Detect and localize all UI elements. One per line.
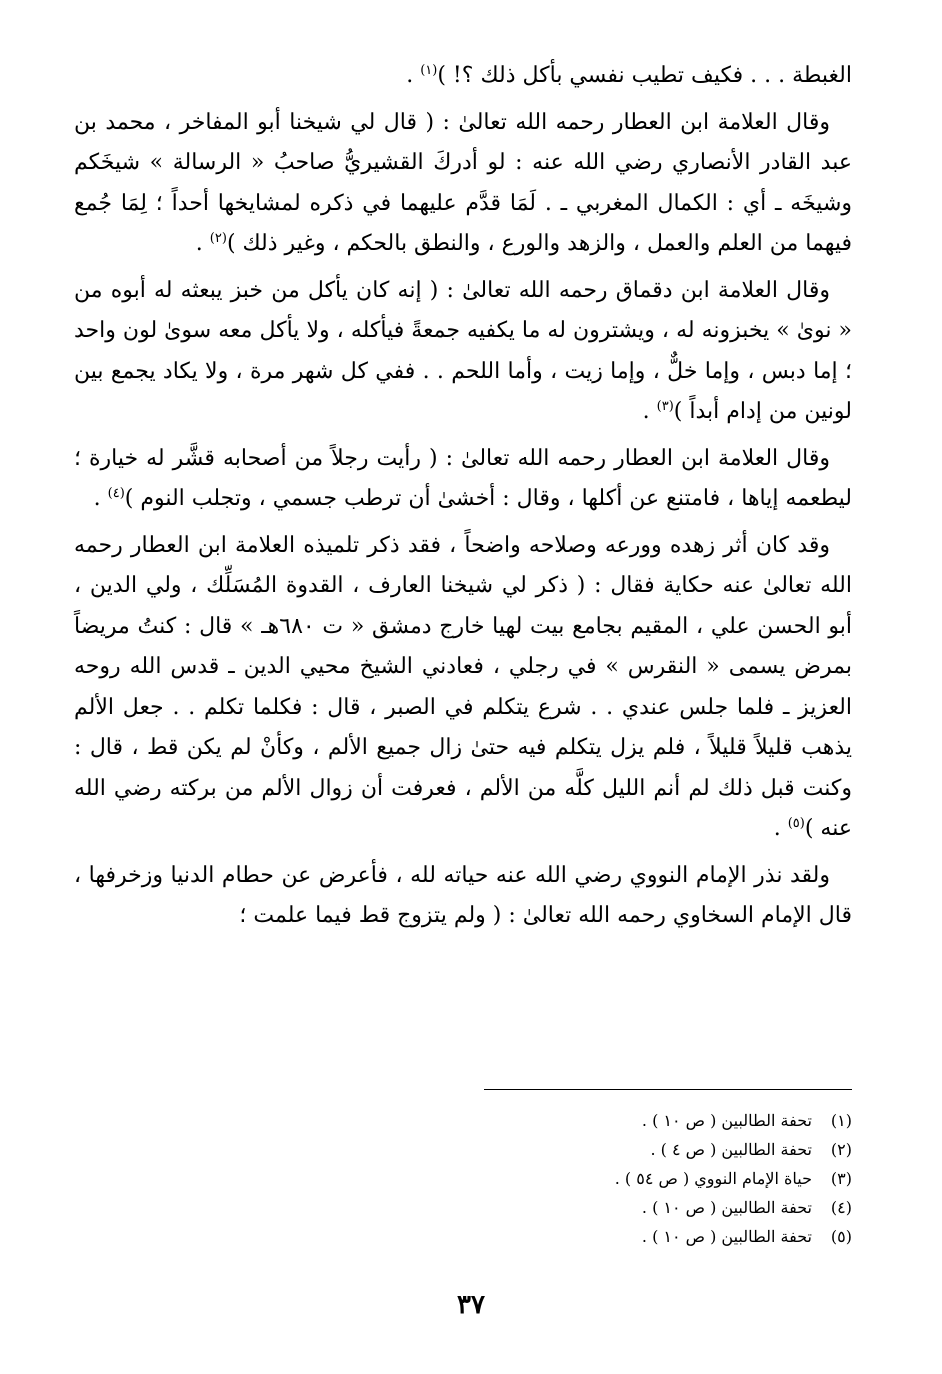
footnote-number: (٣) [830,1169,852,1188]
footnote-item [480,1222,852,1251]
footnotes [480,1106,852,1251]
paragraph-4 [74,439,852,520]
footnote-ref: (٤) [107,486,125,501]
footnote-number: (٥) [830,1227,852,1246]
paragraph-end: . [195,231,210,256]
paragraph-end: . [773,816,788,841]
paragraph-text: ولقد نذر الإمام النووي رضي الله عنه حياته لله ، فأعرض عن حطام الدنيا وزخرفها ، قال الإمام السخاوي رحمه الله تعالىٰ : ( ولم يتزوج قط فيما علمت ؛ [74,862,852,928]
paragraph-text: وقال العلامة ابن دقماق رحمه الله تعالىٰ : ( إنه كان يأكل من خبز يبعثه له أبوه من « نوىٰ » يخبزونه له ، ويشترون له ما يكفيه جمعةً فيأكله ، ولا يأكل معه سوىٰ لون واحد ؛ إما دبس ، وإما خلٌّ ، وإما زيت ، وأما اللحم . . ففي كل شهر مرة ، ولا يكاد يجمع بين لونين من إدام أبداً ) [74,277,852,424]
footnote-number: (١) [830,1111,852,1130]
paragraph-6 [74,856,852,937]
paragraph-3 [74,271,852,433]
footnote-ref: (١) [420,63,438,78]
footnote-divider [484,1089,852,1090]
footnote-text: تحفة الطالبين ( ص ١٠ ) . [641,1227,812,1246]
footnote-ref: (٣) [656,399,674,414]
paragraph-2 [74,103,852,265]
paragraph-end: . [406,63,421,88]
footnote-number: (٢) [830,1140,852,1159]
paragraph-end: . [642,399,657,424]
paragraph-5 [74,526,852,850]
footnote-item [480,1135,852,1164]
footnote-text: تحفة الطالبين ( ص ٤ ) . [650,1140,812,1159]
footnote-item [480,1106,852,1135]
footnote-text: تحفة الطالبين ( ص ١٠ ) . [641,1111,812,1130]
page-number: ٣٧ [457,1290,485,1320]
paragraph-end: . [93,486,108,511]
paragraph-text: وقد كان أثر زهده وورعه وصلاحه واضحاً ، فقد ذكر تلميذه العلامة ابن العطار رحمه الله تعالىٰ عنه حكاية فقال : ( ذكر لي شيخنا العارف ، القدوة المُسَلِّك ، ولي الدين ، أبو الحسن علي ، المقيم بجامع بيت لهيا خارج دمشق « ت ٦٨٠هـ » قال : كنتُ مريضاً بمرض يسمى « النقرس » في رجلي ، فعادني الشيخ محيي الدين ـ قدس الله روحه العزيز ـ فلما جلس عندي . . شرع يتكلم في الصبر ، قال : فكلما تكلم . . جعل الألم يذهب قليلاً قليلاً ، فلم يزل يتكلم فيه حتىٰ زال جميع الألم ، وكأنْ لم يكن قط ، قال : وكنت قبل ذلك لم أنم الليل كلَّه من الألم ، فعرفت أن زوال الألم من بركته رضي الله عنه ) [74,532,852,841]
footnote-text: حياة الإمام النووي ( ص ٥٤ ) . [614,1169,812,1188]
footnote-text: تحفة الطالبين ( ص ١٠ ) . [641,1198,812,1217]
main-text [74,56,852,943]
footnote-ref: (٥) [787,816,805,831]
paragraph-text: وقال العلامة ابن العطار رحمه الله تعالىٰ : ( رأيت رجلاً من أصحابه قشَّر له خيارة ؛ ليطعمه إياها ، فامتنع عن أكلها ، وقال : أخشىٰ أن ترطب جسمي ، وتجلب النوم ) [74,445,852,511]
footnote-item [480,1164,852,1193]
footnote-item [480,1193,852,1222]
paragraph-1 [74,56,852,97]
footnote-ref: (٢) [209,231,227,246]
paragraph-text: وقال العلامة ابن العطار رحمه الله تعالىٰ : ( قال لي شيخنا أبو المفاخر ، محمد بن عبد القادر الأنصاري رضي الله عنه : لو أدركَ القشيريُّ صاحبُ « الرسالة » شيخَكم وشيخَه ـ أي : الكمال المغربي ـ . لَمَا قدَّم عليهما في ذكره لمشايخها أحداً ؛ لِمَا جُمع فيهما من العلم والعمل ، والزهد والورع ، والنطق بالحكم ، وغير ذلك ) [74,109,853,256]
footnote-number: (٤) [830,1198,852,1217]
paragraph-text: الغبطة . . . فكيف تطيب نفسي بأكل ذلك ؟! ) [437,63,852,88]
